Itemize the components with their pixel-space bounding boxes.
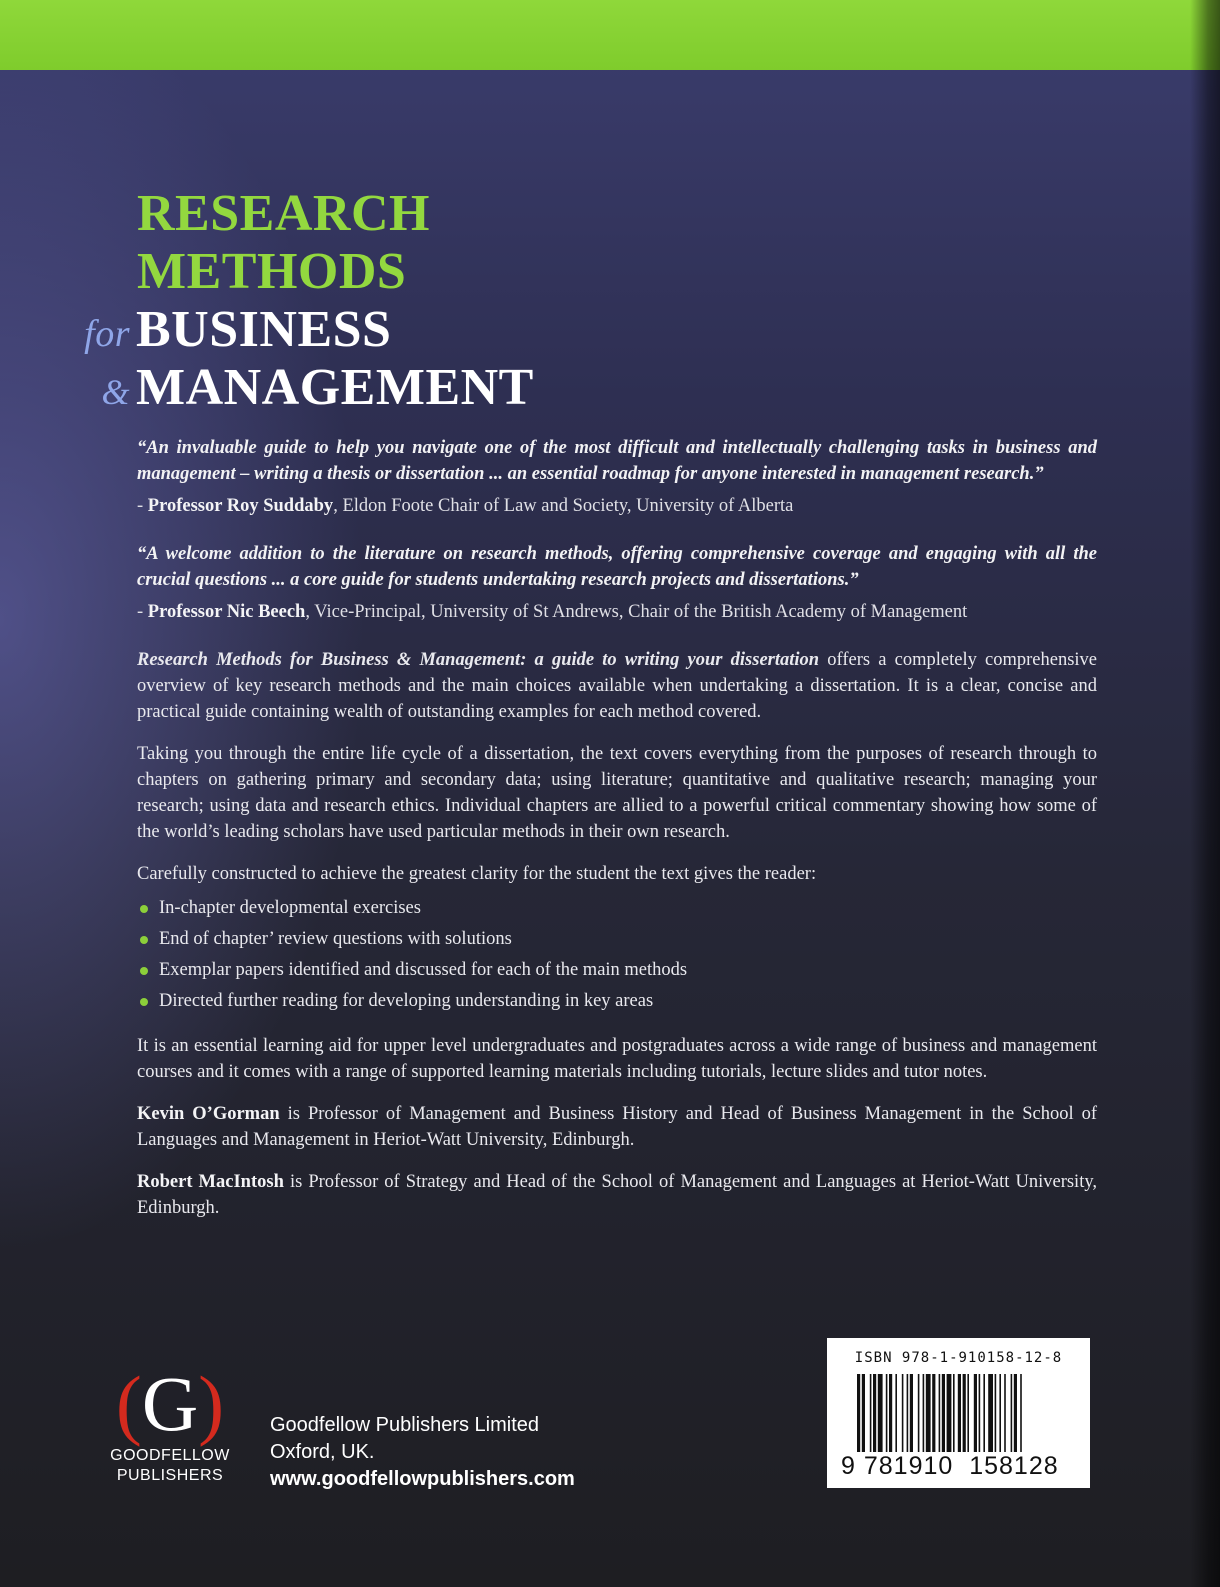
author-bio-text: is Professor of Strategy and Head of the School of Management and Languages at Heriot-Watt University, Edinburgh.	[137, 1172, 1098, 1218]
logo-paren-close: )	[198, 1360, 225, 1447]
feature-list-item	[137, 924, 1097, 955]
feature-list-item	[137, 955, 1097, 986]
author-name: Kevin O’Gorman	[137, 1104, 280, 1124]
endorsement-quote-2: “A welcome addition to the literature on research methods, offering comprehensive coverage and engaging with all the crucial questions ... a core guide for students undertaking research projects and dissertations.”	[137, 544, 1097, 590]
feature-list-item	[137, 986, 1097, 1017]
barcode-bar	[974, 1374, 977, 1460]
barcode-bar	[967, 1374, 969, 1460]
barcode-bar	[1004, 1374, 1006, 1460]
title-line-management	[70, 359, 670, 417]
barcode-bars	[857, 1374, 1083, 1460]
feature-list	[137, 893, 1097, 1017]
barcode-bar	[862, 1374, 865, 1460]
barcode-bar	[963, 1374, 966, 1460]
bullet-icon	[140, 967, 148, 975]
description-paragraph-4: It is an essential learning aid for upper level undergraduates and postgraduates across a wide range of business and management courses and it comes with a range of supported learning materials including tutorials, lecture slides and tutor notes.	[137, 1036, 1097, 1082]
publisher-location: Oxford, UK.	[270, 1441, 375, 1463]
logo-letter: G	[141, 1360, 199, 1447]
feature-text: Directed further reading for developing understanding in key areas	[159, 991, 654, 1011]
barcode-bar	[902, 1374, 904, 1460]
isbn-barcode	[827, 1338, 1090, 1488]
title-line-research: RESEARCH	[137, 185, 430, 242]
logo-name: GOODFELLOW	[110, 1447, 230, 1464]
feature-list-item	[137, 893, 1097, 924]
title-line-methods: METHODS	[137, 243, 407, 300]
barcode-bar	[932, 1374, 935, 1460]
title-prefix-for: for	[84, 313, 130, 355]
author-bio-1	[137, 1101, 1097, 1153]
bullet-icon	[140, 998, 148, 1006]
barcode-bar	[918, 1374, 920, 1460]
barcode-bar	[889, 1374, 892, 1460]
author-name: Robert MacIntosh	[137, 1172, 284, 1192]
endorser-role: , Vice-Principal, University of St Andrews, Chair of the British Academy of Management	[305, 602, 968, 622]
barcode-bar	[1014, 1374, 1017, 1460]
barcode-bar	[923, 1374, 925, 1460]
endorsement-quote-1: “An invaluable guide to help you navigate one of the most difficult and intellectually challenging tasks in business and management – writing a thesis or dissertation ... an essential roadmap for anyone interested in management research.”	[137, 438, 1097, 484]
endorsement-attribution-2	[137, 599, 1097, 625]
barcode-bar	[953, 1374, 955, 1460]
barcode-bar	[1020, 1374, 1022, 1460]
bullet-icon	[140, 936, 148, 944]
feature-text: End of chapter’ review questions with solutions	[159, 929, 512, 949]
barcode-bar	[939, 1374, 941, 1460]
barcode-bar	[942, 1374, 945, 1460]
barcode-bar	[907, 1374, 909, 1460]
feature-text: Exemplar papers identified and discussed for each of the main methods	[159, 960, 688, 980]
description-paragraph-2: Taking you through the entire life cycle of a dissertation, the text covers everything from the purposes of research through to chapters on gathering primary and secondary data; using literature; quantitative and qualitative research; managing your research; using data and research ethics. Individual chapters are allied to a powerful critical commentary showing how some of the world’s leading scholars have used particular methods in their own research.	[137, 744, 1097, 842]
endorsement-attribution-1	[137, 493, 1097, 519]
title-prefix-ampersand: &	[101, 372, 130, 412]
description-paragraph-1	[137, 647, 1097, 725]
endorser-name: Professor Roy Suddaby	[147, 496, 334, 516]
top-color-band	[0, 0, 1220, 70]
book-full-title: Research Methods for Business & Management: a guide to writing your dissertation	[137, 650, 820, 670]
barcode-bar	[870, 1374, 872, 1460]
title-word-management: MANAGEMENT	[136, 359, 534, 416]
barcode-bar	[988, 1374, 993, 1460]
feature-text: In-chapter developmental exercises	[159, 898, 421, 918]
endorser-role: , Eldon Foote Chair of Law and Society, University of Alberta	[333, 496, 794, 516]
title-line-business	[70, 301, 670, 359]
barcode-bar	[910, 1374, 913, 1460]
bullet-icon	[140, 905, 148, 913]
title-word-business: BUSINESS	[136, 301, 392, 358]
spine-shadow	[1190, 0, 1220, 1587]
author-bio-2	[137, 1169, 1097, 1221]
logo-subname: PUBLISHERS	[116, 1467, 224, 1484]
barcode-bar	[895, 1374, 897, 1460]
barcode-digits-left: 781910	[863, 1452, 954, 1480]
barcode-digits-right: 158128	[969, 1452, 1059, 1480]
isbn-label: ISBN 978-1-910158-12-8	[854, 1350, 1063, 1366]
barcode-bar	[878, 1374, 883, 1460]
barcode-bar	[983, 1374, 985, 1460]
barcode-bar	[886, 1374, 888, 1460]
author-bio-text: is Professor of Management and Business History and Head of Business Management in the School of Languages and Management in Heriot-Watt University, Edinburgh.	[137, 1104, 1097, 1150]
publisher-logo	[100, 1362, 240, 1486]
barcode-bar	[873, 1374, 876, 1460]
publisher-website: www.goodfellowpublishers.com	[270, 1468, 575, 1490]
logo-mark	[100, 1362, 240, 1446]
barcode-bar	[926, 1374, 931, 1460]
barcode-bar	[999, 1374, 1001, 1460]
barcode-bar	[995, 1374, 997, 1460]
barcode-bar	[947, 1374, 952, 1460]
endorser-name: Professor Nic Beech	[147, 602, 306, 622]
book-title	[70, 185, 670, 417]
description-paragraph-3: Carefully constructed to achieve the greatest clarity for the student the text gives the reader:	[137, 864, 817, 884]
barcode-digits	[841, 1452, 1086, 1480]
barcode-bar	[979, 1374, 981, 1460]
logo-paren-open: (	[115, 1360, 142, 1447]
barcode-digit-first: 9	[841, 1452, 856, 1480]
attribution-dash: -	[137, 602, 148, 622]
barcode-bar	[1011, 1374, 1013, 1460]
barcode-bar	[857, 1374, 860, 1460]
cover-text	[137, 435, 1097, 1221]
publisher-name: Goodfellow Publishers Limited	[270, 1414, 540, 1436]
attribution-dash: -	[137, 496, 148, 516]
publisher-info	[270, 1412, 575, 1493]
barcode-bar	[958, 1374, 961, 1460]
description-text: offers a completely comprehensive overview of key research methods and the main choices available when undertaking a dissertation. It is a clear, concise and practical guide containing wealth of outstanding examples for each method covered.	[137, 650, 1097, 722]
